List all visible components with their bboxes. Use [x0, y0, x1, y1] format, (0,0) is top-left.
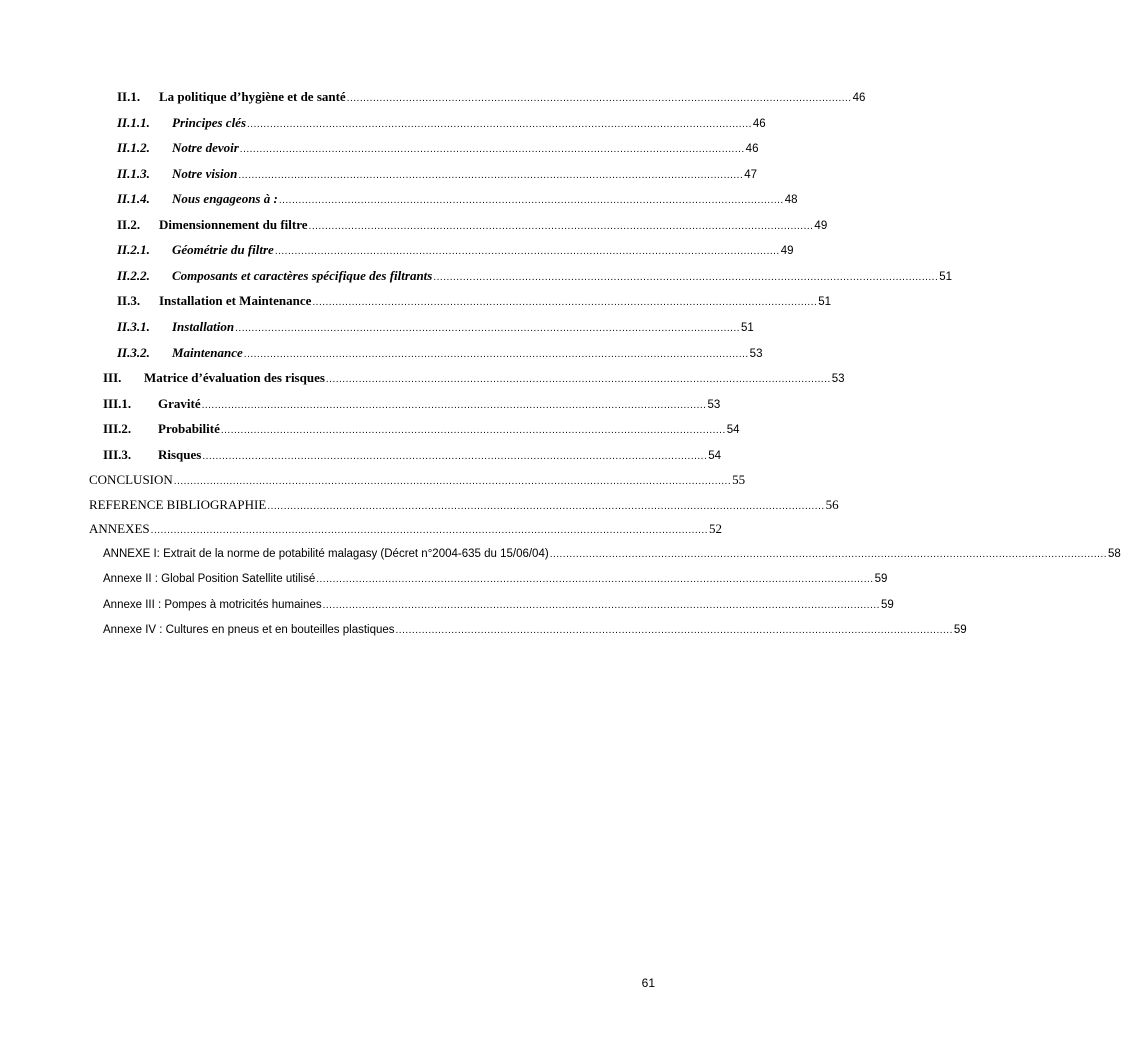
toc-entry-number: II.1.1. — [117, 115, 150, 130]
toc-entry-title: Probabilité — [158, 421, 220, 436]
toc-entry-title: Notre vision — [172, 166, 238, 181]
toc-entry-title: Nous engageons à : — [172, 191, 278, 206]
toc-entry-number: III.3. — [103, 447, 132, 462]
toc-entry-title: Risques — [158, 447, 202, 462]
toc-dot-leader: .......................................................................................................................................................... — [220, 425, 726, 436]
page-number: 61 — [641, 976, 655, 990]
toc-entry-number: II.3.2. — [117, 345, 150, 360]
toc-entry-title: Installation et Maintenance — [159, 293, 312, 308]
toc-entry-page: 53 — [707, 399, 721, 411]
toc-dot-leader: .......................................................................................................................................................... — [238, 170, 744, 181]
toc-entry[interactable] — [117, 139, 759, 157]
toc-entry-title: Géométrie du filtre — [172, 242, 274, 257]
toc-entry[interactable] — [117, 165, 758, 183]
toc-entry[interactable] — [103, 446, 722, 464]
toc-entry-title: La politique d’hygiène et de santé — [159, 89, 346, 104]
toc-entry-page: 54 — [708, 450, 722, 462]
toc-entry[interactable] — [103, 369, 845, 387]
toc-entry-title: Dimensionnement du filtre — [159, 217, 308, 232]
toc-dot-leader: .......................................................................................................................................................... — [433, 272, 939, 283]
toc-dot-leader: .......................................................................................................................................................................... — [322, 600, 880, 611]
toc-dot-leader: .......................................................................................................................................................... — [325, 374, 831, 385]
toc-dot-leader: .......................................................................................................................................................... — [243, 349, 749, 360]
toc-entry-page: 51 — [818, 296, 832, 308]
toc-entry-page: 51 — [939, 271, 953, 283]
toc-entry[interactable] — [117, 241, 794, 259]
toc-entry-page: 52 — [709, 521, 722, 536]
toc-entry-title: Principes clés — [172, 115, 247, 130]
toc-entry[interactable] — [117, 88, 866, 106]
toc-dot-leader: .......................................................................................................................................................... — [346, 93, 852, 104]
toc-entry[interactable] — [103, 545, 1121, 563]
toc-entry-title: Annexe IV : Cultures en pneus et en bouteilles plastiques — [103, 624, 395, 636]
toc-dot-leader: .......................................................................................................................................................... — [235, 323, 741, 334]
toc-entry-number: II.3.1. — [117, 319, 150, 334]
toc-entry-page: 51 — [741, 322, 754, 334]
toc-entry-title: Composants et caractères spécifique des filtrants — [172, 268, 433, 283]
toc-entry[interactable] — [117, 318, 754, 336]
toc-entry-number: III.2. — [103, 421, 132, 436]
toc-dot-leader: .......................................................................................................................................................... — [247, 119, 752, 130]
toc-entry-page: 55 — [732, 472, 746, 487]
toc-entry-page: 46 — [852, 92, 866, 104]
toc-entry[interactable] — [103, 570, 888, 588]
toc-entry-page: 56 — [825, 497, 839, 512]
toc-entry-number: II.1.4. — [117, 191, 150, 206]
toc-entry-page: 53 — [831, 373, 845, 385]
toc-entry-title: ANNEXES — [89, 521, 150, 536]
toc-entry-page: 48 — [784, 194, 798, 206]
toc-entry-title: Annexe II : Global Position Satellite utilisé — [103, 573, 316, 585]
toc-entry-page: 58 — [1108, 548, 1121, 560]
toc-entry[interactable] — [103, 420, 740, 438]
toc-dot-leader: .......................................................................................................................................................... — [308, 221, 814, 232]
toc-entry-page: 59 — [953, 624, 967, 636]
toc-entry[interactable] — [117, 292, 832, 310]
toc-entry-number: II.2.2. — [117, 268, 150, 283]
toc-entry-page: 59 — [874, 573, 888, 585]
toc-entry[interactable] — [103, 596, 894, 614]
toc-entry-number: II.1. — [117, 89, 141, 104]
toc-entry-page: 49 — [780, 245, 794, 257]
toc-entry-title: Maintenance — [172, 345, 243, 360]
toc-entry-number: III.1. — [103, 396, 132, 411]
toc-entry-page: 49 — [814, 220, 828, 232]
toc-dot-leader: .......................................................................................................................................................... — [274, 246, 780, 257]
toc-entry-title: CONCLUSION — [89, 472, 173, 487]
toc-entry-page: 54 — [726, 424, 740, 436]
toc-dot-leader: .......................................................................................................................................................... — [278, 195, 784, 206]
toc-entry-title: Annexe III : Pompes à motricités humaines — [103, 599, 322, 611]
toc-entry[interactable] — [117, 267, 953, 285]
toc-dot-leader: .......................................................................................................................................................... — [312, 297, 818, 308]
toc-entry[interactable] — [89, 496, 839, 514]
toc-entry-title: Installation — [172, 319, 235, 334]
toc-entry[interactable] — [103, 395, 721, 413]
toc-dot-leader: .......................................................................................................................................................... — [202, 451, 708, 462]
toc-dot-leader: .......................................................................................................................................................................... — [173, 476, 732, 487]
toc-entry-page: 47 — [744, 169, 758, 181]
toc-entry[interactable] — [117, 114, 766, 132]
toc-entry-number: II.2. — [117, 217, 141, 232]
toc-entry-page: 46 — [752, 118, 766, 130]
toc-entry[interactable] — [103, 621, 967, 639]
toc-dot-leader: .......................................................................................................................................................... — [239, 144, 745, 155]
toc-dot-leader: .......................................................................................................................................................................... — [395, 625, 953, 636]
toc-entry-title: REFERENCE BIBLIOGRAPHIE — [89, 497, 267, 512]
toc-entry-title: Matrice d’évaluation des risques — [144, 370, 325, 385]
toc-entry[interactable] — [117, 216, 828, 234]
toc-entry-page: 53 — [749, 348, 763, 360]
toc-entry-number: II.3. — [117, 293, 141, 308]
toc-entry-page: 46 — [745, 143, 759, 155]
toc-entry[interactable] — [89, 471, 746, 489]
toc-entry[interactable] — [117, 190, 798, 208]
toc-dot-leader: .......................................................................................................................................................................... — [150, 525, 708, 536]
toc-entry-page: 59 — [880, 599, 894, 611]
toc-entry[interactable] — [117, 344, 763, 362]
toc-dot-leader: .......................................................................................................................................................................... — [549, 549, 1108, 560]
toc-entry-number: II.1.2. — [117, 140, 150, 155]
toc-entry-number: II.1.3. — [117, 166, 150, 181]
toc-entry[interactable] — [89, 520, 722, 538]
toc-dot-leader: .......................................................................................................................................................................... — [316, 574, 874, 585]
toc-dot-leader: .......................................................................................................................................................... — [201, 400, 707, 411]
toc-entry-title: ANNEXE I: Extrait de la norme de potabilité malagasy (Décret n°2004-635 du 15/06/04) — [103, 548, 549, 560]
toc-entry-number: III. — [103, 370, 122, 385]
toc-dot-leader: .......................................................................................................................................................................... — [267, 501, 825, 512]
toc-entry-title: Gravité — [158, 396, 201, 411]
toc-entry-title: Notre devoir — [172, 140, 239, 155]
toc-entry-number: II.2.1. — [117, 242, 150, 257]
